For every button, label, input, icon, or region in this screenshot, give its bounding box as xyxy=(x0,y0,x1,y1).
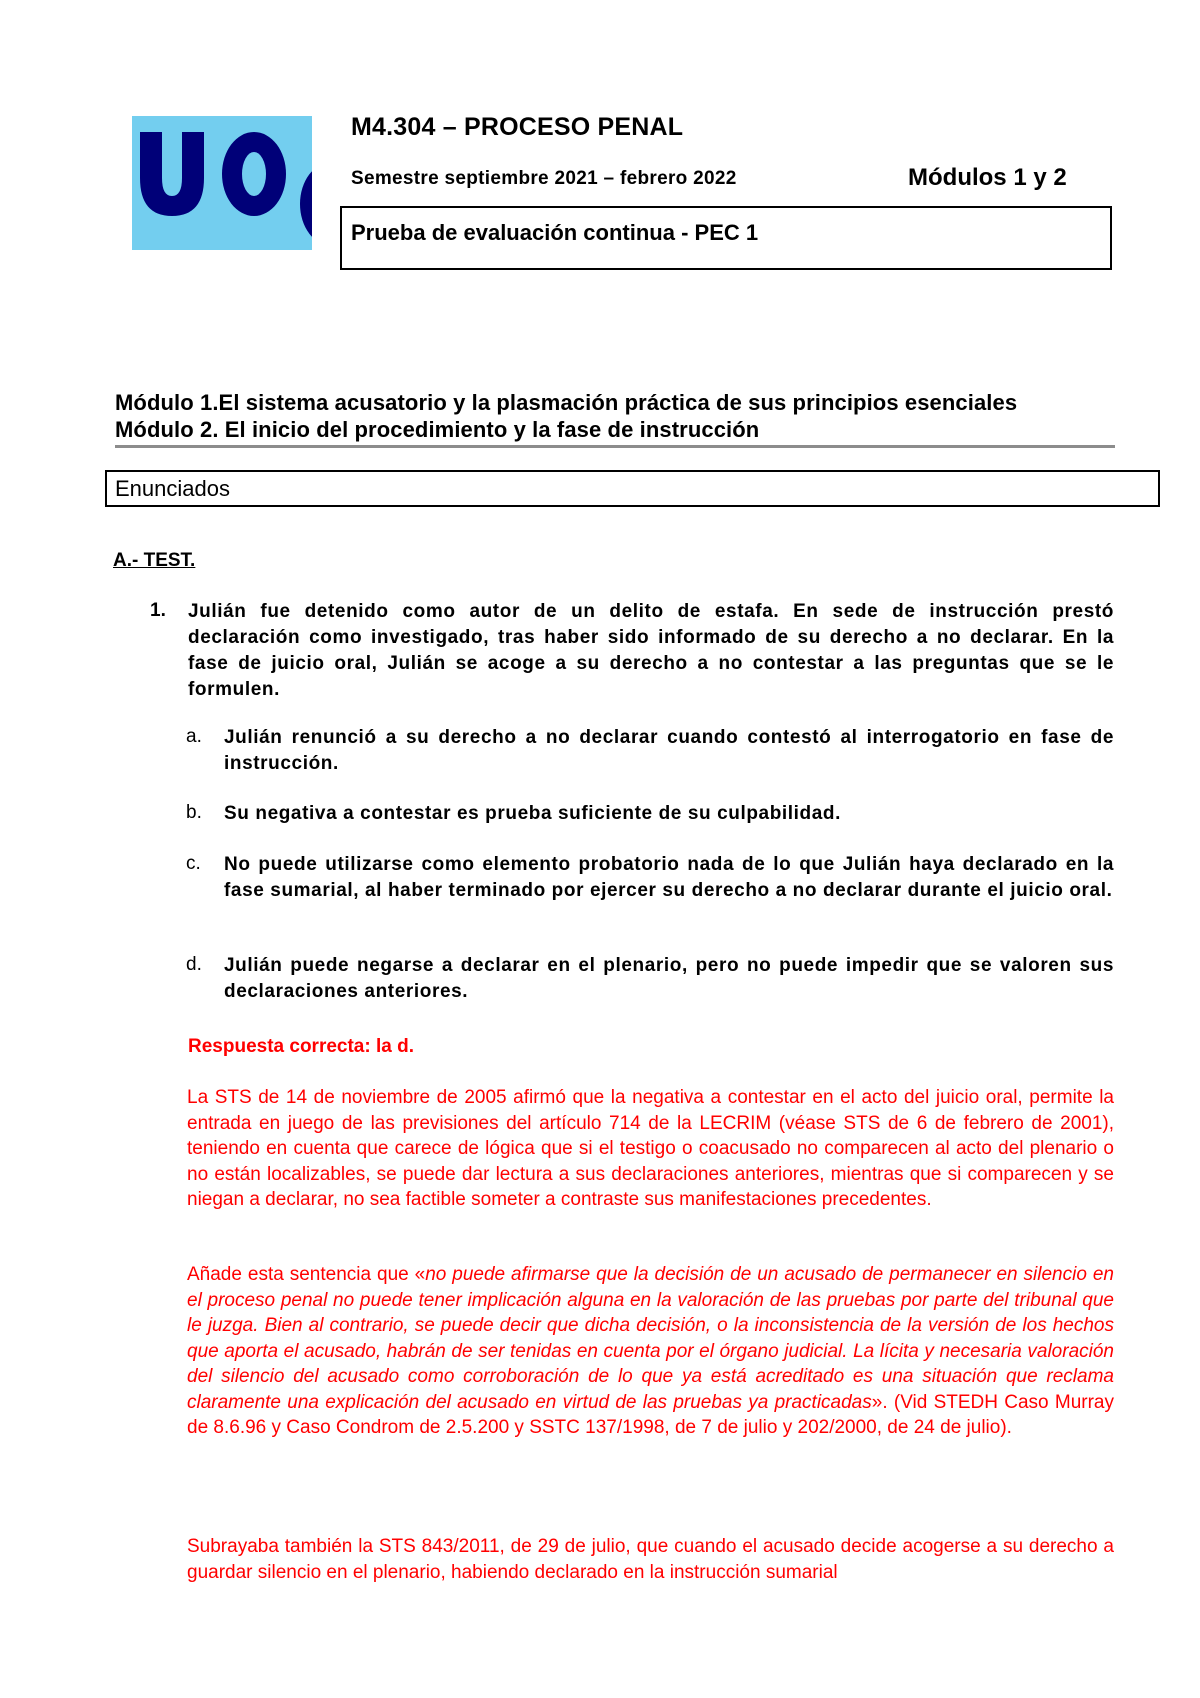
option-b-letter: b. xyxy=(186,802,202,823)
option-d-text: Julián puede negarse a declarar en el plenario, pero no puede impedir que se valoren sus declaraciones anteriores. xyxy=(224,955,1114,1002)
option-a-text: Julián renunció a su derecho a no declarar cuando contestó al interrogatorio en fase de instrucción. xyxy=(224,727,1114,774)
answer-label: Respuesta correcta: la d. xyxy=(188,1036,414,1057)
section-title-box xyxy=(105,470,1160,507)
question-number: 1. xyxy=(150,600,166,621)
answer-paragraph-2-close: ». (Vid STEDH Caso Murray de 8.6.96 y Caso Condrom de 2.5.200 y SSTC 137/1998, de 7 de julio y 202/2000, de 24 de julio). xyxy=(187,1391,1114,1438)
modules-badge: Módulos 1 y 2 xyxy=(908,164,1067,191)
answer-paragraph-1: La STS de 14 de noviembre de 2005 afirmó que la negativa a contestar en el acto del juicio oral, permite la entrada en juego de las previsiones del artículo 714 de la LECRIM (véase STS de 6 de febrero de 2001), teniendo en cuenta que carece de lógica que si el testigo o coacusado no comparecen al acto del plenario o no están localizables, se puede dar lectura a sus declaraciones anteriores, mientras que si comparecen y se niegan a declarar, no sea factible someter a contraste sus manifestaciones precedentes. xyxy=(187,1087,1114,1210)
answer-paragraph-2-quote: no puede afirmarse que la decisión de un acusado de permanecer en silencio en el proceso penal no puede tener implicación alguna en la valoración de las pruebas por parte del tribunal que le juzga. Bien al contrario, se puede decir que dicha decisión, o la inconsistencia de la versión de los hechos que aporta el acusado, habrán de ser tenidas en cuenta por el órgano judicial. La lícita y necesaria valoración del silencio del acusado como corroboración de lo que ya está acreditado es una situación que reclama claramente una explicación del acusado en virtud de las pruebas ya practicadas xyxy=(187,1264,1114,1413)
uoc-logo xyxy=(132,116,312,250)
option-c-text: No puede utilizarse como elemento probatorio nada de lo que Julián haya declarado en la fase sumarial, al haber terminado por ejercer su derecho a no declarar durante el juicio oral. xyxy=(224,854,1114,901)
option-a-letter: a. xyxy=(186,726,202,747)
answer-paragraph-2 xyxy=(187,1262,1114,1441)
course-title: M4.304 – PROCESO PENAL xyxy=(351,113,684,141)
option-d-letter: d. xyxy=(186,954,202,975)
question-text: Julián fue detenido como autor de un delito de estafa. En sede de instrucción prestó declaración como investigado, tras haber sido informado de su derecho a no declarar. En la fase de juicio oral, Julián se acoge a su derecho a no contestar a las preguntas que se le formulen. xyxy=(188,601,1114,700)
option-c-letter: c. xyxy=(186,853,201,874)
answer-paragraph-2-intro: Añade esta sentencia que « xyxy=(187,1264,426,1285)
test-heading: A.- TEST. xyxy=(113,550,196,571)
module-2-title: Módulo 2. El inicio del procedimiento y la fase de instrucción xyxy=(115,417,760,442)
option-b-text: Su negativa a contestar es prueba suficiente de su culpabilidad. xyxy=(224,803,842,824)
semester-text: Semestre septiembre 2021 – febrero 2022 xyxy=(351,168,737,189)
answer-paragraph-3: Subrayaba también la STS 843/2011, de 29 de julio, que cuando el acusado decide acogerse a su derecho a guardar silencio en el plenario, habiendo declarado en la instrucción sumarial xyxy=(187,1536,1114,1583)
section-divider xyxy=(115,445,1115,448)
uoc-logo-graphic xyxy=(132,116,312,250)
section-title: Enunciados xyxy=(115,476,230,501)
pec-title: Prueba de evaluación continua - PEC 1 xyxy=(351,220,759,245)
module-1-title: Módulo 1.El sistema acusatorio y la plasmación práctica de sus principios esenciales xyxy=(115,390,1018,415)
